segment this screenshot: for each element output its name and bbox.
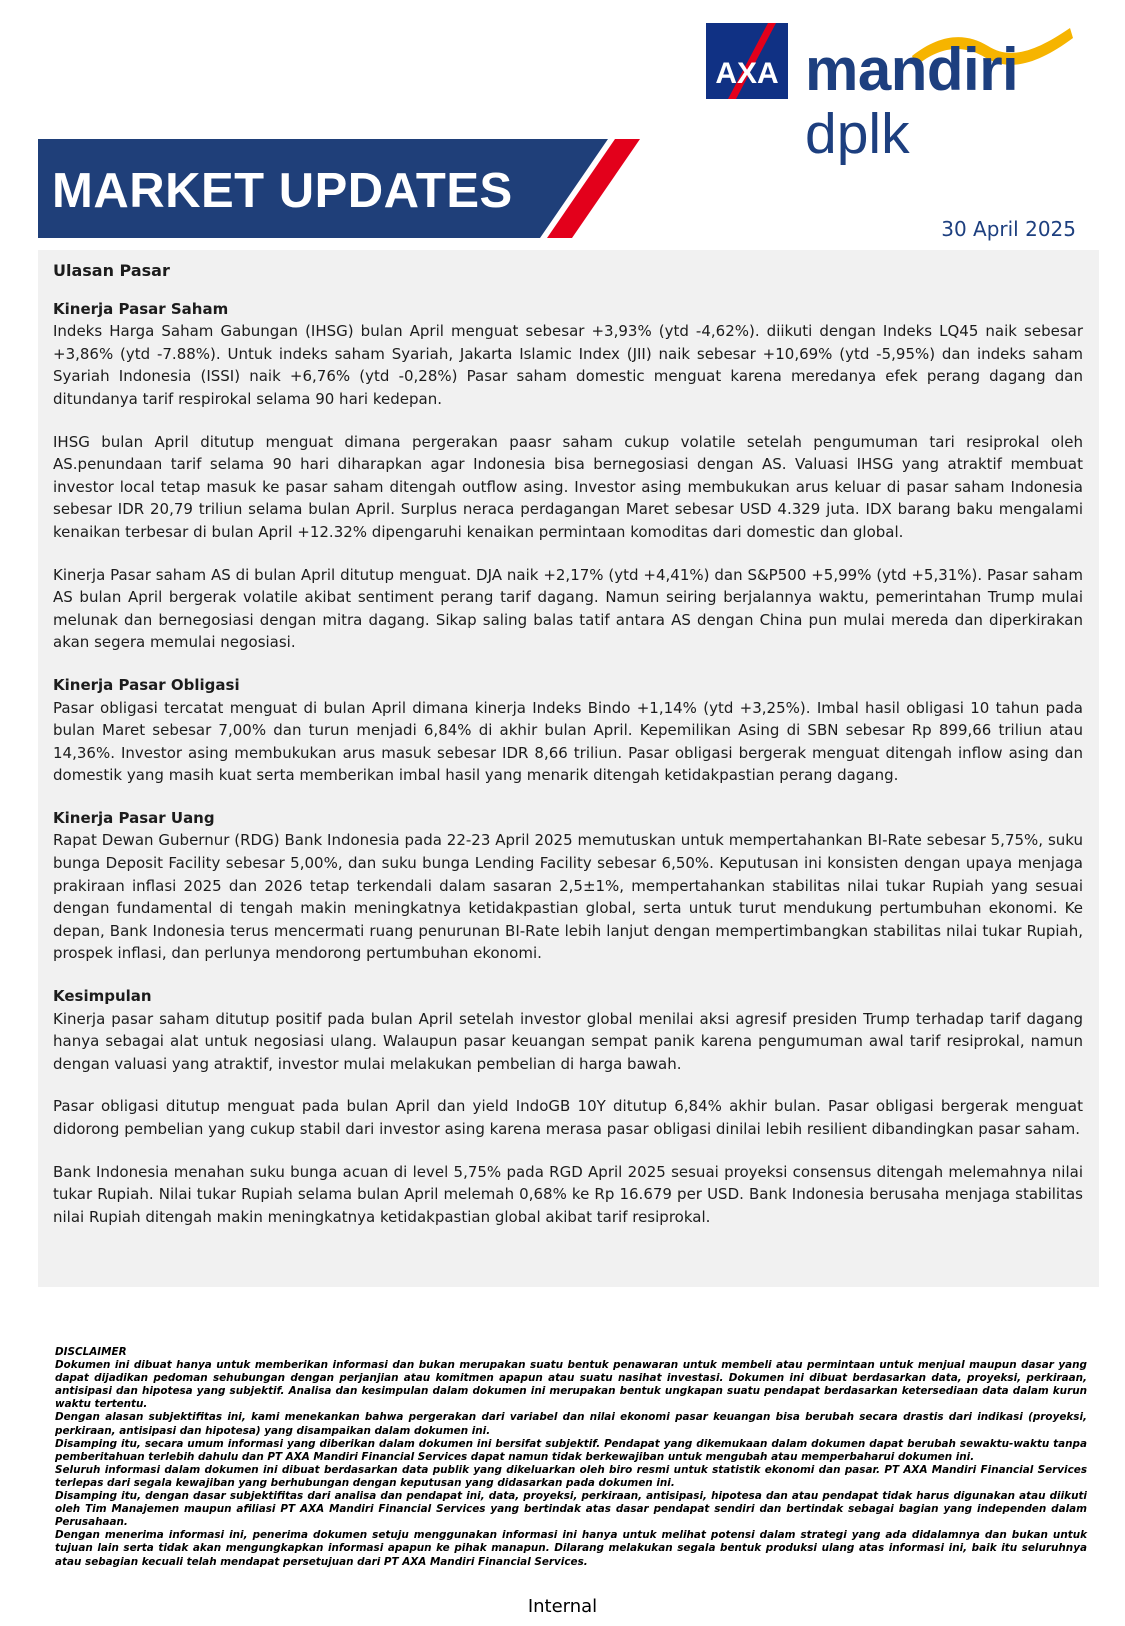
disclaimer [55, 1346, 1087, 1569]
banner-title: MARKET UPDATES [52, 164, 513, 218]
disclaimer-paragraph: Seluruh informasi dalam dokumen ini dibuat berdasarkan data publik yang dikeluarkan oleh biro resmi untuk statistik ekonomi dan pasar. PT AXA Mandiri Financial Services terlepas dari segala kewajiban yang berhubungan dengan keputusan yang didasarkan pada dokumen ini. [55, 1463, 1087, 1489]
disclaimer-paragraph: Disamping itu, dengan dasar subjektifitas dari analisa dan pendapat ini, data, proyeksi, perkiraan, antisipasi, hipotesa dan atau pendapat tidak harus digunakan atau diikuti oleh Tim Manajemen maupun afiliasi PT AXA Mandiri Financial Services yang bertindak atas dasar pendapat sendiri dan bertindak sebagai bagian yang independen dalam Perusahaan. [55, 1490, 1087, 1529]
conclusion-paragraph-1: Kinerja pasar saham ditutup positif pada bulan April setelah investor global menilai aksi agresif presiden Trump terhadap tarif dagang hanya sebagai alat untuk negosiasi ulang. Walaupun pasar keuangan sempat panik karena pengumuman awal tarif resiprokal, namun dengan valuasi yang atraktif, investor mulai melakukan pembelian di harga bawah. [53, 1009, 1083, 1073]
market-updates-banner [38, 139, 668, 238]
axa-logo [706, 23, 788, 99]
conclusion-paragraph-3: Bank Indonesia menahan suku bunga acuan di level 5,75% pada RGD April 2025 sesuai proyeksi consensus ditengah melemahnya nilai tukar Rupiah. Nilai tukar Rupiah selama bulan April melemah 0,68% ke Rp 16.679 per USD. Bank Indonesia berusaha menjaga stabilitas nilai Rupiah ditengah makin meningkatnya ketidakpastian global akibat tarif resiprokal. [53, 1162, 1083, 1226]
axa-logo-text: AXA [715, 57, 779, 90]
stock-market-heading: Kinerja Pasar Saham [53, 299, 229, 318]
section-title: Ulasan Pasar [53, 261, 170, 280]
stock-paragraph-2: IHSG bulan April ditutup menguat dimana pergerakan paasr saham cukup volatile setelah pengumuman tari resiprokal oleh AS.penundaan tarif selama 90 hari diharapkan agar Indonesia bisa bernegosiasi dengan AS. Valuasi IHSG yang atraktif membuat investor local tetap masuk ke pasar saham ditengah outflow asing. Investor asing membukukan arus keluar di pasar saham Indonesia sebesar IDR 20,79 triliun selama bulan April. Surplus neraca perdagangan Maret sebesar USD 4.329 juta. IDX barang baku mengalami kenaikan terbesar di bulan April +12.32% dipengaruhi kenaikan permintaan komoditas dari domestic dan global. [53, 432, 1083, 541]
disclaimer-title: DISCLAIMER [55, 1346, 127, 1358]
disclaimer-paragraph: Dokumen ini dibuat hanya untuk memberikan informasi dan bukan merupakan suatu bentuk penawaran untuk membeli atau permintaan untuk menjual maupun dasar yang dapat dijadikan pedoman sehubungan dengan perjanjian atau komitmen apapun atau suatu nasihat investasi. Dokumen ini dibuat berdasarkan data, proyeksi, perkiraan, antisipasi dan hipotesa yang subjektif. Analisa dan kesimpulan dalam dokumen ini merupakan bentuk ungkapan suatu pendapat berdasarkan ketersediaan data dalam kurun waktu tertentu. [55, 1359, 1087, 1411]
dplk-logo-text: dplk [805, 102, 910, 166]
bond-paragraph-1: Pasar obligasi tercatat menguat di bulan April dimana kinerja Indeks Bindo +1,14% (ytd +3,25%). Imbal hasil obligasi 10 tahun pada bulan Maret sebesar 7,00% dan turun menjadi 6,84% di akhir bulan April. Kepemilikan Asing di SBN sebesar Rp 899,66 triliun atau 14,36%. Investor asing membukukan arus masuk sebesar IDR 8,66 triliun. Pasar obligasi bergerak menguat ditengah inflow asing dan domestik yang masih kuat serta memberikan imbal hasil yang menarik ditengah ketidakpastian perang dagang. [53, 698, 1083, 785]
disclaimer-paragraph: Dengan alasan subjektifitas ini, kami menekankan bahwa pergerakan dari variabel dan nilai ekonomi pasar keuangan bisa berubah secara drastis dari indikasi (proyeksi, perkiraan, antisipasi dan hipotesa) yang disampaikan dalam dokumen ini. [55, 1411, 1087, 1437]
money-market-heading: Kinerja Pasar Uang [53, 808, 215, 827]
disclaimer-paragraph: Disamping itu, secara umum informasi yang diberikan dalam dokumen ini bersifat subjektif. Pendapat yang dikemukaan dalam dokumen dapat berubah sewaktu-waktu tanpa pemberitahuan terlebih dahulu dan PT AXA Mandiri Financial Services dapat namun tidak berkewajiban untuk mengubah atau memperbaharui dokumen ini. [55, 1437, 1087, 1463]
disclaimer-paragraph: Dengan menerima informasi ini, penerima dokumen setuju menggunakan informasi ini hanya untuk melihat potensi dalam strategi yang ada didalamnya dan bukan untuk tujuan lain serta tidak akan mengungkapkan informasi apapun ke pihak manapun. Dilarang melakukan segala bentuk produksi ulang atas informasi ini, baik itu seluruhnya atau sebagian kecuali telah mendapat persetujuan dari PT AXA Mandiri Financial Services. [55, 1529, 1087, 1568]
conclusion-paragraph-2: Pasar obligasi ditutup menguat pada bulan April dan yield IndoGB 10Y ditutup 6,84% akhir bulan. Pasar obligasi bergerak menguat didorong pembelian yang cukup stabil dari investor asing karena merasa pasar obligasi dinilai lebih resilient dibandingkan pasar saham. [53, 1097, 1083, 1138]
conclusion-heading: Kesimpulan [53, 987, 152, 1006]
market-review-section [38, 250, 1099, 1287]
classification-label: Internal [527, 1596, 598, 1617]
stock-paragraph-1: Indeks Harga Saham Gabungan (IHSG) bulan April menguat sebesar +3,93% (ytd -4,62%). diikuti dengan Indeks LQ45 naik sebesar +3,86% (ytd -7.88%). Untuk indeks saham Syariah, Jakarta Islamic Index (JII) naik sebesar +10,69% (ytd -5,95%) dan indeks saham Syariah Indonesia (ISSI) naik +6,76% (ytd -0,28%) Pasar saham domestic menguat karena meredanya efek perang dagang dan ditundanya tarif respirokal selama 90 hari kedepan. [53, 322, 1083, 408]
bond-market-heading: Kinerja Pasar Obligasi [53, 675, 240, 694]
stock-paragraph-3: Kinerja Pasar saham AS di bulan April ditutup menguat. DJA naik +2,17% (ytd +4,41%) dan S&P500 +5,99% (ytd +5,31%). Pasar saham AS bulan April bergerak volatile akibat sentiment perang tarif dagang. Namun seiring berjalannya waktu, pemerintahan Trump mulai melunak dan bernegosiasi dengan mitra dagang. Sikap saling balas tatif antara AS dengan China pun mulai mereda dan diperkirakan akan segera memulai negosiasi. [53, 565, 1083, 652]
report-date: 30 April 2025 [941, 217, 1076, 241]
mandiri-logo-text: mandiri [805, 36, 1019, 103]
money-paragraph-1: Rapat Dewan Gubernur (RDG) Bank Indonesia pada 22-23 April 2025 memutuskan untuk mempertahankan BI-Rate sebesar 5,75%, suku bunga Deposit Facility sebesar 5,00%, dan suku bunga Lending Facility sebesar 6,50%. Keputusan ini konsisten dengan upaya menjaga prakiraan inflasi 2025 dan 2026 tetap terkendali dalam sasaran 2,5±1%, mempertahankan stabilitas nilai tukar Rupiah yang sesuai dengan fundamental di tengah makin meningkatnya ketidakpastian global, serta untuk turut mendukung pertumbuhan ekonomi. Ke depan, Bank Indonesia terus mencermati ruang penurunan BI-Rate lebih lanjut dengan mempertimbangkan stabilitas nilai tukar Rupiah, prospek inflasi, dan perlunya mendorong pertumbuhan ekonomi. [53, 831, 1083, 963]
